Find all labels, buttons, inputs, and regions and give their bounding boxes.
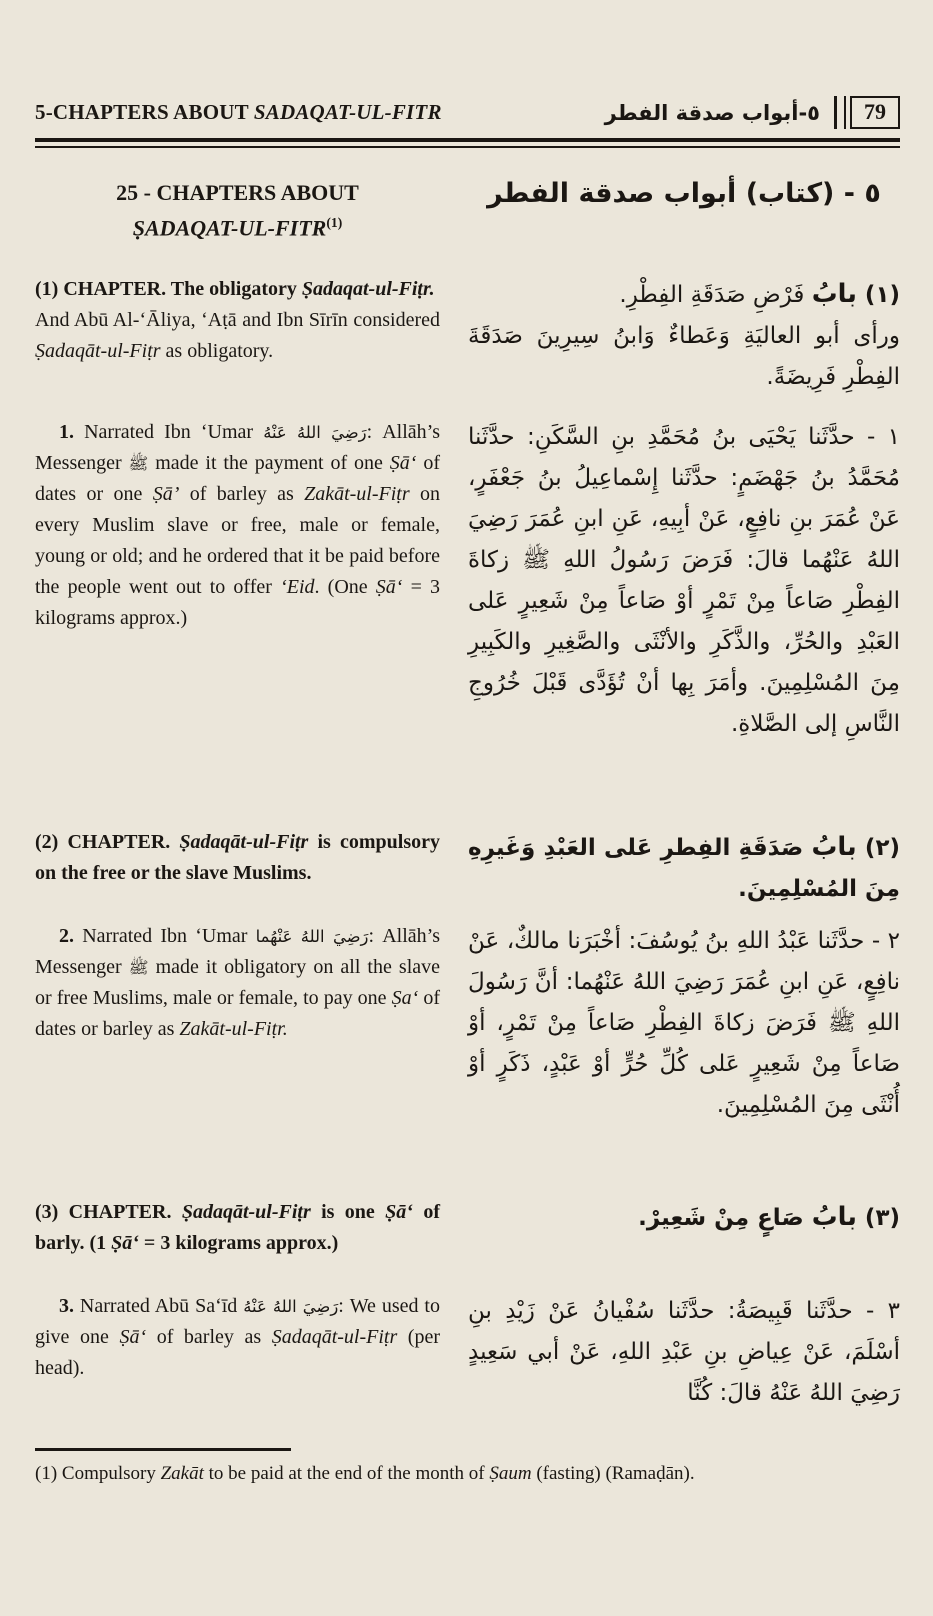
footnote: (1) Compulsory Zakāt to be paid at the end of the month of Ṣaum (fasting) (Ramaḍān). bbox=[35, 1463, 695, 1484]
arabic-book-title: ٥ - (كتاب) أبواب صدقة الفطر bbox=[487, 178, 881, 209]
english-book-title bbox=[35, 178, 440, 243]
section-hadith3 bbox=[35, 1291, 900, 1414]
hadith3-ar: ٣ - حدَّثَنا قَبِيصَةُ: حدَّثَنا سُفْيانُ عَنْ زَيْدِ بنِ أسْلَمَ، عَنْ عِياضِ بنِ عَبْدِ اللهِ، عَنْ أبي سَعِيدٍ رَضِيَ اللهُ عَنْهُ قالَ: كُنَّا bbox=[468, 1298, 900, 1406]
arabic-hadith3-block bbox=[468, 1291, 900, 1414]
arabic-hadith1-block bbox=[468, 417, 900, 745]
arabic-chapter2-block bbox=[468, 827, 900, 910]
hadith1-en: 1. Narrated Ibn ‘Umar رَضِيَ اللهُ عَنْهُ: Allāh’s Messenger ﷺ made it the payment of one Ṣā‘ of dates or one Ṣā’ of barley as Zakāt-ul-Fiṭr on every Muslim slave or free, male or female, young or old; and he ordered that it be paid before the people went out to offer ‘Eid. (One Ṣā‘ = 3 kilograms approx.) bbox=[35, 421, 441, 629]
arabic-column-title bbox=[468, 174, 900, 214]
chapter1-note-en: And Abū Al-‘Āliya, ‘Aṭā and Ibn Sīrīn considered Ṣadaqāt-ul-Fiṭr as obligatory. bbox=[35, 309, 440, 362]
running-head-english: 5-CHAPTERS ABOUT SADAQAT-UL-FITR bbox=[35, 100, 442, 124]
arabic-hadith2-block bbox=[468, 921, 900, 1126]
section-chapter2-heading bbox=[35, 827, 900, 921]
running-head-arabic: ٥-أبواب صدقة الفطر bbox=[604, 100, 820, 125]
page-footer bbox=[35, 1448, 900, 1487]
chapter3-heading-ar: (٣) بابُ صَاعٍ مِنْ شَعِيرْ. bbox=[638, 1202, 900, 1232]
english-hadith1-block bbox=[35, 417, 440, 634]
arabic-chapter3-block bbox=[468, 1197, 900, 1239]
hadith3-en: 3. Narrated Abū Sa‘īd رَضِيَ اللهُ عَنْهُ: We used to give one Ṣā‘ of barley as Ṣadaqāt-ul-Fiṭr (per head). bbox=[35, 1295, 440, 1379]
section-chapter1-heading bbox=[35, 274, 900, 417]
chapter3-heading-en: (3) CHAPTER. Ṣadaqāt-ul-Fiṭr is one Ṣā‘ of barly. (1 Ṣā‘ = 3 kilograms approx.) bbox=[35, 1201, 440, 1254]
hadith1-ar: ١ - حدَّثَنا يَحْيَى بنُ مُحَمَّدِ بنِ السَّكَنِ: حدَّثَنا مُحَمَّدُ بنُ جَهْضَمٍ: حدَّثَنا إِسْماعِيلُ بنُ جَعْفَرٍ، عَنْ عُمَرَ بنِ نافِعٍ، عَنْ أبِيهِ، عَنِ ابنِ عُمَرَ رَضِيَ اللهُ عَنْهُما قالَ: فَرَضَ رَسُولُ اللهِ ﷺ زكاةَ الفِطْرِ صَاعاً مِنْ تَمْرٍ أوْ صَاعاً مِنْ شَعِيرٍ عَلى العَبْدِ والحُرِّ، والذَّكَرِ والأنْثَى والصَّغِيرِ والكَبِيرِ مِنَ المُسْلِمِينَ. وأمَرَ بِها أنْ تُؤَدَّى قَبْلَ خُرُوجِ النَّاسِ إلى الصَّلاةِ. bbox=[468, 424, 900, 737]
page-number: 79 bbox=[850, 96, 900, 129]
section-titles bbox=[35, 174, 900, 274]
page-number-box bbox=[834, 96, 900, 129]
hadith2-ar: ٢ - حدَّثَنا عَبْدُ اللهِ بنُ يُوسُفَ: أخْبَرَنا مالكٌ، عَنْ نافِعٍ، عَنِ ابنِ عُمَرَ رَضِيَ اللهُ عَنْهُما: أنَّ رَسُولَ اللهِ ﷺ فَرَضَ زكاةَ الفِطْرِ صَاعاً مِنْ تَمْرٍ، أوْ صَاعاً مِنْ شَعِيرٍ عَلى كُلِّ حُرٍّ أوْ عَبْدٍ، ذَكَرٍ أوْ أُنْثَى مِنَ المُسْلِمِينَ. bbox=[468, 928, 900, 1118]
english-book-title-line2: ṢADAQAT-UL-FITR$^{(1)}$ bbox=[132, 215, 343, 241]
section-chapter3-heading bbox=[35, 1197, 900, 1291]
chapter2-heading-ar: (٢) بابُ صَدَقَةِ الفِطرِ عَلى العَبْدِ وَغَيرِهِ مِنَ المُسْلِمِينَ. bbox=[468, 832, 900, 902]
chapter1-note-ar: ورأى أبو العاليَةِ وَعَطاءٌ وَابنُ سِيرِينَ صَدَقَةَ الفِطْرِ فَرِيضَةً. bbox=[468, 323, 900, 390]
footnote-rule bbox=[35, 1448, 291, 1451]
english-chapter1-block bbox=[35, 274, 440, 367]
page-number-bars bbox=[834, 96, 846, 129]
chapter1-heading-ar: (١) بابُ فَرْضِ صَدَقَةِ الفِطْرِ. bbox=[619, 279, 900, 309]
section-hadith1 bbox=[35, 417, 900, 827]
arabic-chapter1-block bbox=[468, 274, 900, 398]
chapter1-heading-en: (1) CHAPTER. The obligatory Ṣadaqat-ul-Fiṭr. bbox=[35, 278, 435, 300]
running-head bbox=[35, 96, 900, 129]
hadith2-en: 2. Narrated Ibn ‘Umar رَضِيَ اللهُ عَنْهُما: Allāh’s Messenger ﷺ made it obligatory on all the slave or free Muslims, male or female, to pay one Ṣa‘ of dates or barley as Zakāt-ul-Fiṭr. bbox=[35, 925, 441, 1040]
english-column-title bbox=[35, 174, 440, 243]
page-body bbox=[35, 174, 900, 1414]
running-head-right bbox=[605, 96, 900, 129]
english-hadith3-block bbox=[35, 1291, 440, 1384]
english-hadith2-block bbox=[35, 921, 440, 1045]
english-chapter3-block bbox=[35, 1197, 440, 1259]
header-rule bbox=[35, 138, 900, 148]
english-chapter2-block bbox=[35, 827, 440, 889]
page-header bbox=[35, 0, 900, 148]
english-book-title-line1: 25 - CHAPTERS ABOUT bbox=[116, 180, 359, 205]
chapter2-heading-en: (2) CHAPTER. Ṣadaqāt-ul-Fiṭr is compulsory on the free or the slave Muslims. bbox=[35, 831, 440, 884]
section-hadith2 bbox=[35, 921, 900, 1197]
